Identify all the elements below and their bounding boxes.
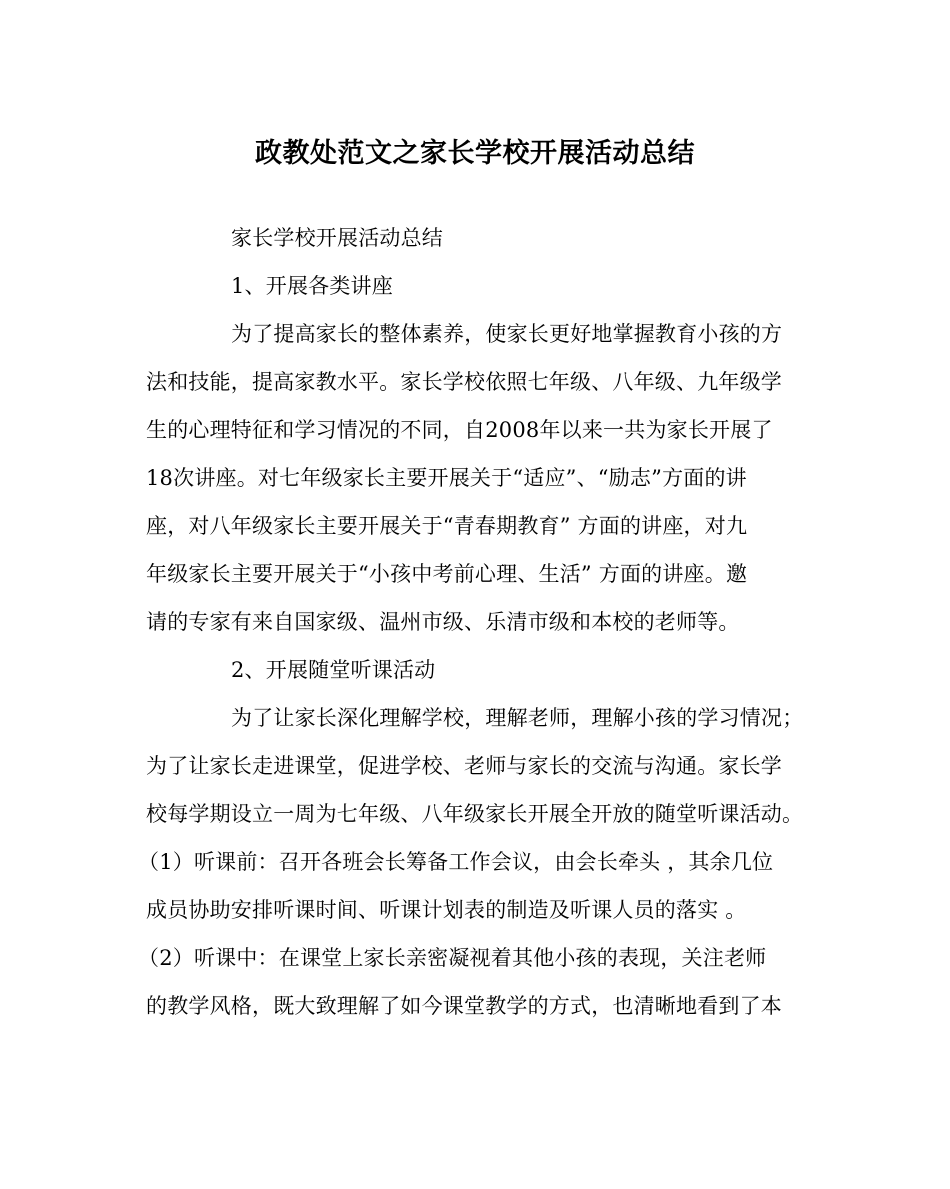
paragraph-line: 年级家长主要开展关于“小孩中考前心理、生活” 方面的讲座。邀 (146, 562, 748, 586)
paragraph-line: 的教学风格，既大致理解了如今课堂教学的方式，也清晰地看到了本 (146, 994, 782, 1018)
paragraph-heading: 家长学校开展活动总结 (231, 226, 443, 250)
paragraph-line: 法和技能，提高家教水平。家长学校依照七年级、八年级、九年级学 (146, 370, 782, 394)
paragraph-line: 请的专家有来自国家级、温州市级、乐清市级和本校的老师等。 (146, 610, 740, 634)
paragraph-line: 为了让家长深化理解学校，理解老师，理解小孩的学习情况； (231, 706, 804, 730)
paragraph-line: 校每学期设立一周为七年级、八年级家长开展全开放的随堂听课活动。 (146, 802, 804, 826)
paragraph-line: 生的心理特征和学习情况的不同，自2008年以来一共为家长开展了 (146, 418, 773, 442)
paragraph-line: 为了让家长走进课堂，促进学校、老师与家长的交流与沟通。家长学 (146, 754, 782, 778)
paragraph-line: 成员协助安排听课时间、听课计划表的制造及听课人员的落实 。 (146, 898, 747, 922)
document-title: 政教处范文之家长学校开展活动总结 (255, 138, 695, 169)
paragraph-line: 为了提高家长的整体素养，使家长更好地掌握教育小孩的方 (231, 322, 783, 346)
paragraph-line: （2）听课中：在课堂上家长亲密凝视着其他小孩的表现，关注老师 (138, 946, 767, 970)
paragraph-line: （1）听课前：召开各班会长筹备工作会议，由会长牵头 ，其余几位 (138, 850, 774, 874)
paragraph-line: 18次讲座。对七年级家长主要开展关于“适应”、“励志”方面的讲 (146, 466, 747, 490)
section-heading: 1、开展各类讲座 (231, 274, 393, 298)
section-heading: 2、开展随堂听课活动 (231, 658, 436, 682)
paragraph-line: 座，对八年级家长主要开展关于“青春期教育” 方面的讲座，对九 (146, 514, 748, 538)
